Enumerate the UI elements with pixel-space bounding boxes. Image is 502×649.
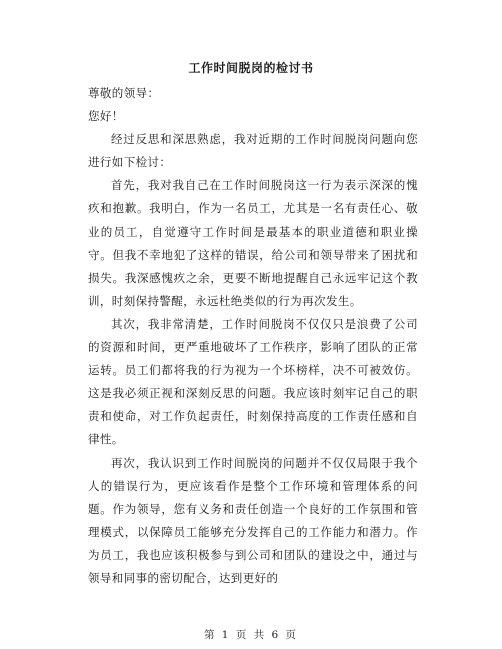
paragraph-second: 其次，我非常清楚，工作时间脱岗不仅仅只是浪费了公司的资源和时间，更严重地破坏了工作秩序，影响了团队的正常运转。员工们都将我的行为视为一个坏榜样，决不可被效仿。这是我必须正视和深刻反思的问题。我应该时刻牢记自己的职责和使命，对工作负起责任，时刻保持高度的工作责任感和自律性。 <box>88 316 418 447</box>
document-body <box>88 82 418 590</box>
salutation: 尊敬的领导： <box>88 86 160 100</box>
document-title: 工作时间脱岗的检讨书 <box>188 61 314 75</box>
page-number-footer: 第 1 页 共 6 页 <box>203 629 299 641</box>
paragraph-third: 再次，我认识到工作时间脱岗的问题并不仅仅局限于我个人的错误行为，更应该看作是整个工作环境和管理体系的问题。作为领导，您有义务和责任创造一个良好的工作氛围和管理模式，以保障员工能够充分发挥自己的工作能力和潜力。作为员工，我也应该积极参与到公司和团队的建设之中，通过与领导和同事的密切配合，达到更好的 <box>88 455 418 585</box>
paragraph-first: 首先，我对我自己在工作时间脱岗这一行为表示深深的愧疚和抱歉。我明白，作为一名员工，尤其是一名有责任心、敬业的员工，自觉遵守工作时间是最基本的职业道德和职业操守。但我不幸地犯了这样的错误，给公司和领导带来了困扰和损失。我深感愧疚之余，更要不断地提醒自己永远牢记这个教训，时刻保持警醒，永远杜绝类似的行为再次发生。 <box>88 178 418 308</box>
greeting: 您好！ <box>88 109 124 124</box>
paragraph-intro: 经过反思和深思熟虑，我对近期的工作时间脱岗问题向您进行如下检讨： <box>88 132 418 170</box>
